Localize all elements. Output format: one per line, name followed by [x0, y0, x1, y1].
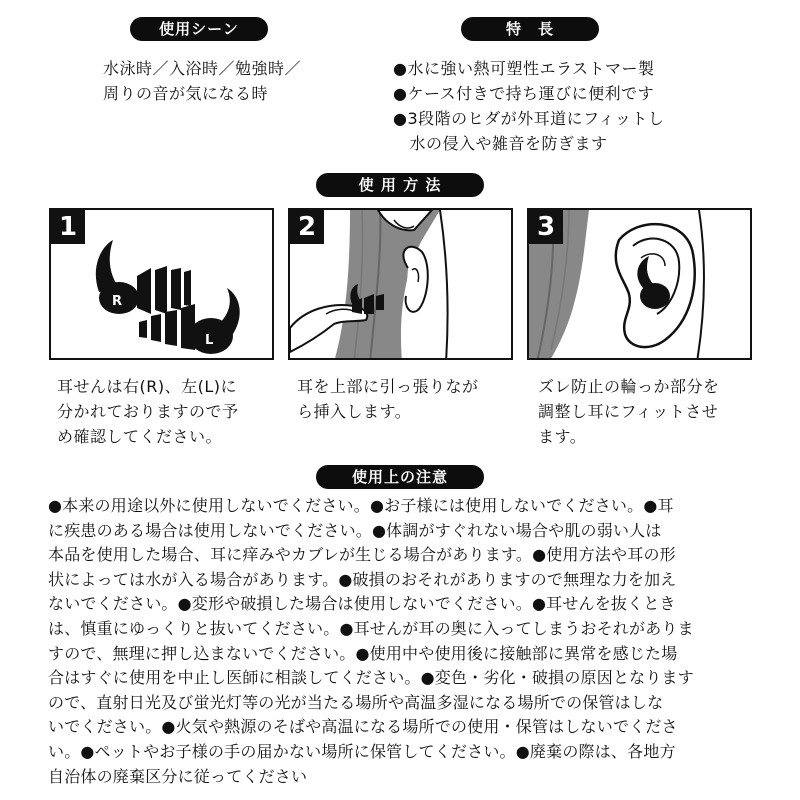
- caution-line: は、慎重にゆっくりと抜いてください。●耳せんが耳の奥に入ってしまうおそれがありま: [48, 618, 694, 638]
- r-mark: R: [112, 294, 123, 309]
- caption-line: ら挿入します。: [297, 402, 412, 421]
- step-2-panel: [288, 208, 513, 360]
- cautions-header: 使用上の注意: [316, 465, 484, 489]
- caution-line: い。●ペットやお子様の手の届かない場所に保管してください。●廃棄の際は、各地方: [48, 741, 676, 761]
- feature-item: ●水に強い熱可塑性エラストマー製: [393, 59, 655, 78]
- caution-line: ●本来の用途以外に使用しないでください。●お子様には使用しないでください。●耳: [48, 496, 674, 515]
- features-list: [393, 56, 664, 156]
- feature-item: ●3段階のヒダが外耳道にフィットし: [393, 109, 665, 128]
- step-2-number: 2: [290, 210, 324, 244]
- step-3-number: 3: [529, 210, 563, 244]
- caption-line: 調整し耳にフィットさせ: [538, 402, 719, 421]
- caution-line: 本品を使用した場合、耳に痒みやカブレが生じる場合があります。●使用方法や耳の形: [48, 545, 676, 565]
- features-header: 特 長: [461, 17, 599, 41]
- caption-line: ます。: [538, 427, 587, 446]
- caution-line: に疾患のある場合は使用しないでください。●体調がすぐれない場合や肌の弱い人は: [48, 520, 662, 540]
- caption-line: 耳を上部に引っ張りなが: [297, 377, 479, 396]
- caution-line: ないでください。●変形や破損した場合は使用しないでください。●耳せんを抜くとき: [48, 594, 676, 614]
- step-3-caption: [538, 374, 720, 449]
- caution-line: 合はすぐに使用を中止し医師に相談してください。●変色・劣化・破損の原因となります: [48, 668, 694, 688]
- caution-line: すので、無理に押し込まないでください。●使用中や使用後に接触部に異常を感じた場: [48, 643, 678, 663]
- step-1-caption: [57, 374, 239, 449]
- step-2-caption: [297, 374, 479, 424]
- caution-line: ので、直射日光及び蛍光灯等の光が当たる場所や高温多湿になる場所での保管はしな: [48, 692, 664, 712]
- cautions-text: [48, 494, 694, 789]
- caution-line: 状によっては水が入る場合があります。●破損のおそれがありますので無理な力を加え: [48, 569, 677, 589]
- step-3-panel: [527, 208, 752, 360]
- step-1-number: 1: [51, 210, 85, 244]
- caption-line: め確認してください。: [57, 427, 223, 446]
- usage-scene-text: [103, 56, 301, 106]
- step-1-panel: [49, 208, 274, 360]
- usage-scene-header: 使用シーン: [130, 17, 268, 41]
- usage-scene-line: 水泳時／入浴時／勉強時／: [103, 59, 302, 78]
- caption-line: ズレ防止の輪っか部分を: [538, 377, 720, 396]
- caption-line: 分かれておりますので予: [57, 402, 239, 421]
- caption-line: 耳せんは右(R)、左(L)に: [57, 377, 238, 396]
- how-to-use-header: 使 用 方 法: [316, 173, 484, 197]
- caution-line: いでください。●火気や熱源のそばや高温になる場所での使用・保管はしないでくださ: [48, 717, 678, 737]
- caution-line: 自治体の廃棄区分に従ってください: [48, 766, 308, 786]
- feature-item: 水の侵入や雑音を防ぎます: [393, 134, 608, 153]
- l-mark: L: [205, 333, 214, 348]
- usage-scene-line: 周りの音が気になる時: [103, 84, 269, 103]
- feature-item: ●ケース付きで持ち運びに便利です: [393, 84, 655, 103]
